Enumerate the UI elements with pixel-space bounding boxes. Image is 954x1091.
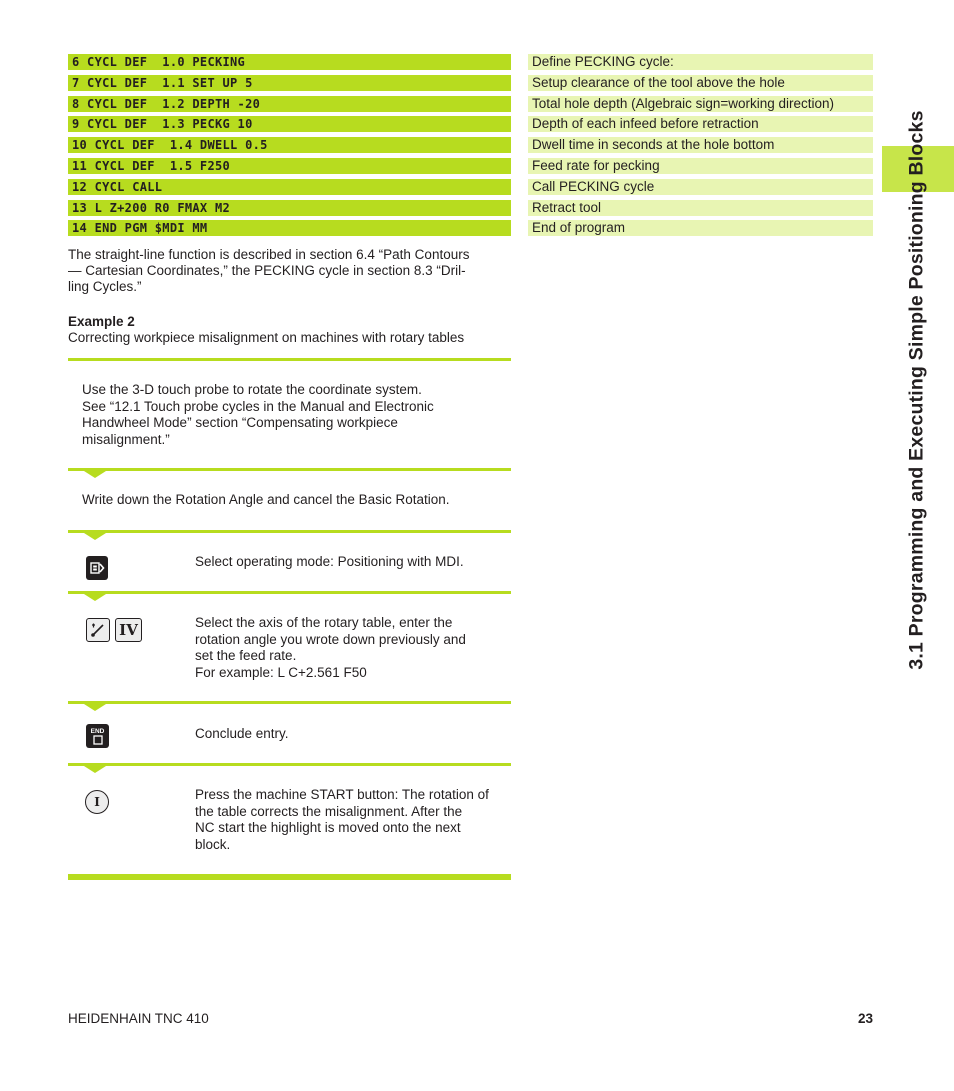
program-line [68, 96, 873, 112]
nc-block-code: 10 CYCL DEF 1.4 DWELL 0.5 [68, 137, 511, 153]
intro-line: — Cartesian Coordinates,” the PECKING cycle in section 8.3 “Dril- [68, 263, 466, 278]
nc-block-description: Dwell time in seconds at the hole bottom [528, 137, 873, 153]
page-number: 23 [857, 1011, 873, 1026]
step-line: Write down the Rotation Angle and cancel the Basic Rotation. [82, 492, 450, 507]
nc-block-description: Setup clearance of the tool above the hole [528, 75, 873, 91]
program-listing [68, 54, 873, 241]
example-heading [68, 314, 513, 346]
nc-block-code: 11 CYCL DEF 1.5 F250 [68, 158, 511, 174]
program-line [68, 54, 873, 70]
nc-start-key[interactable] [85, 790, 109, 814]
nc-block-code: 8 CYCL DEF 1.2 DEPTH -20 [68, 96, 511, 112]
step-divider [68, 763, 511, 766]
program-line [68, 75, 873, 91]
example-subtitle: Correcting workpiece misalignment on machines with rotary tables [68, 330, 465, 345]
section-title-vertical: 3.1 Programming and Executing Simple Positioning Blocks [905, 110, 928, 670]
axis-iv-key[interactable] [115, 618, 142, 642]
nc-block-code: 13 L Z+200 R0 FMAX M2 [68, 200, 511, 216]
step-line: Select operating mode: Positioning with MDI. [195, 554, 464, 569]
step-line: set the feed rate. [195, 648, 297, 663]
step-line: Use the 3-D touch probe to rotate the coordinate system. [82, 382, 422, 397]
step-arrow-icon [84, 704, 106, 711]
step-divider [68, 530, 511, 533]
step-line: Select the axis of the rotary table, enter the [195, 615, 453, 630]
end-key[interactable] [86, 724, 109, 748]
nc-block-code: 9 CYCL DEF 1.3 PECKG 10 [68, 116, 511, 132]
nc-block-code: 7 CYCL DEF 1.1 SET UP 5 [68, 75, 511, 91]
nc-block-description: Define PECKING cycle: [528, 54, 873, 70]
program-line [68, 158, 873, 174]
step-4-text [195, 615, 513, 681]
nc-block-description: Depth of each infeed before retraction [528, 116, 873, 132]
steps-end-bar [68, 874, 511, 880]
program-line [68, 220, 873, 236]
mdi-mode-key[interactable] [86, 556, 108, 580]
program-line [68, 200, 873, 216]
nc-block-code: 6 CYCL DEF 1.0 PECKING [68, 54, 511, 70]
step-3-text [195, 554, 513, 571]
nc-block-description: Retract tool [528, 200, 873, 216]
step-divider [68, 591, 511, 594]
step-1-text [82, 382, 502, 448]
nc-block-description: Total hole depth (Algebraic sign=working direction) [528, 96, 873, 112]
step-divider [68, 358, 511, 361]
program-line [68, 137, 873, 153]
step-divider [68, 701, 511, 704]
step-arrow-icon [84, 471, 106, 478]
example-title: Example 2 [68, 314, 135, 329]
straight-line-icon [89, 621, 107, 639]
step-line: For example: L C+2.561 F50 [195, 664, 367, 680]
step-line: misalignment.” [82, 431, 170, 447]
step-arrow-icon [84, 533, 106, 540]
nc-block-description: Call PECKING cycle [528, 179, 873, 195]
step-line: Conclude entry. [195, 726, 289, 741]
axis-iv-label: IV [119, 621, 138, 639]
step-line: Handwheel Mode” section “Compensating workpiece [82, 415, 398, 430]
step-5-text [195, 726, 513, 743]
step-line: See “12.1 Touch probe cycles in the Manual and Electronic [82, 398, 434, 414]
nc-block-description: End of program [528, 220, 873, 236]
step-line: NC start the highlight is moved onto the next [195, 820, 461, 835]
step-arrow-icon [84, 766, 106, 773]
intro-line: ling Cycles.” [68, 279, 142, 294]
straight-line-key[interactable] [86, 618, 110, 642]
footer-product: HEIDENHAIN TNC 410 [68, 1011, 209, 1026]
program-line [68, 116, 873, 132]
step-line: block. [195, 836, 231, 852]
step-2-text [82, 492, 502, 509]
step-line: Press the machine START button: The rotation of [195, 787, 489, 802]
nc-block-code: 12 CYCL CALL [68, 179, 511, 195]
program-line [68, 179, 873, 195]
nc-block-code: 14 END PGM $MDI MM [68, 220, 511, 236]
step-line: rotation angle you wrote down previously and [195, 631, 466, 647]
mdi-mode-icon [89, 560, 105, 576]
nc-start-label: I [94, 795, 100, 809]
step-arrow-icon [84, 594, 106, 601]
nc-block-description: Feed rate for pecking [528, 158, 873, 174]
end-key-label: END [90, 727, 105, 735]
end-key-icon [93, 735, 103, 745]
intro-paragraph [68, 247, 513, 295]
intro-line: The straight-line function is described in section 6.4 “Path Contours [68, 247, 470, 262]
step-line: the table corrects the misalignment. After the [195, 803, 463, 819]
step-divider [68, 468, 511, 471]
step-6-text [195, 787, 513, 853]
